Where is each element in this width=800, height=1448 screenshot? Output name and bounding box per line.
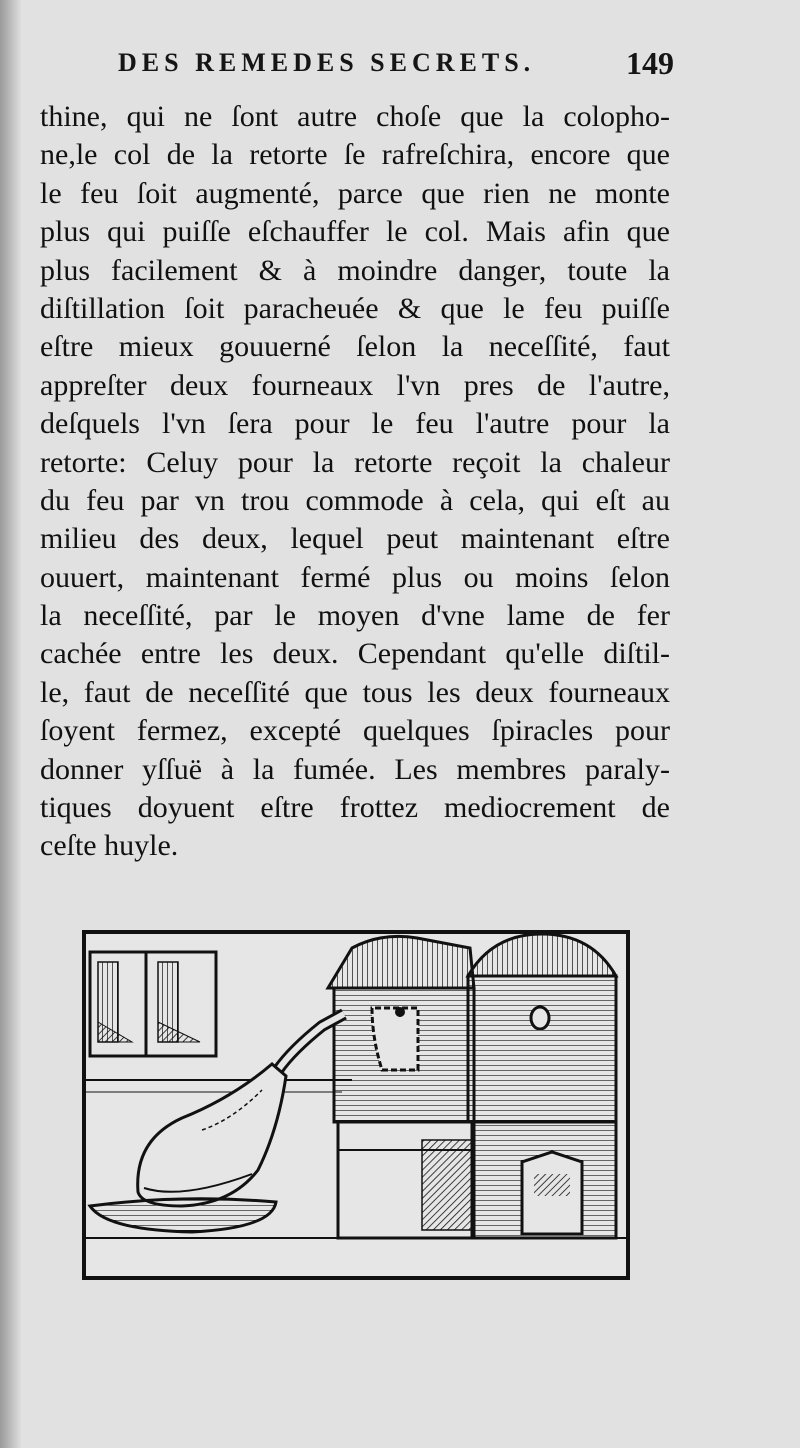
text-line: cachée entre les deux. Cependant qu'elle diſtil-	[40, 637, 670, 671]
text-line: diſtillation ſoit paracheuée & que le feu puiſſe	[40, 291, 670, 325]
body-text	[40, 98, 670, 866]
text-line: plus qui puiſſe eſchauffer le col. Mais afin que	[40, 215, 670, 249]
text-line: ouuert, maintenant fermé plus ou moins ſelon	[40, 560, 670, 594]
page-header	[100, 45, 680, 88]
woodcut-illustration	[82, 930, 630, 1280]
text-line: donner yſſuë à la fumée. Les membres paraly-	[40, 752, 670, 786]
text-line: ne,le col de la retorte ſe rafreſchira, encore que	[40, 138, 670, 172]
window	[90, 952, 216, 1056]
text-line: eſtre mieux gouuerné ſelon la neceſſité, faut	[40, 330, 670, 364]
text-line: retorte: Celuy pour la retorte reçoit la chaleur	[40, 445, 670, 479]
text-line: la neceſſité, par le moyen d'vne lame de fer	[40, 599, 670, 633]
left-furnace	[328, 936, 474, 1238]
text-line: milieu des deux, lequel peut maintenant eſtre	[40, 522, 670, 556]
page-number: 149	[626, 45, 674, 81]
text-line: ſoyent fermez, excepté quelques ſpiracles pour	[40, 714, 670, 748]
text-line: appreſter deux fourneaux l'vn pres de l'autre,	[40, 368, 670, 402]
text-line: le, faut de neceſſité que tous les deux fourneaux	[40, 675, 670, 709]
text-line: thine, qui ne ſont autre choſe que la colopho-	[40, 100, 670, 133]
text-line: du feu par vn trou commode à cela, qui eſt au	[40, 483, 670, 517]
page-gutter-shadow	[0, 0, 22, 1448]
text-line: ceſte huyle.	[40, 829, 179, 863]
text-line: tiques doyuent eſtre frottez mediocrement de	[40, 791, 670, 825]
text-line: le feu ſoit augmenté, parce que rien ne monte	[40, 176, 670, 210]
running-head: DES REMEDES SECRETS.	[118, 48, 536, 77]
text-line: deſquels l'vn ſera pour le feu l'autre pour la	[40, 407, 670, 441]
bleed-through-text	[30, 1278, 670, 1368]
right-furnace	[468, 934, 616, 1238]
text-line: plus facilement & à moindre danger, toute la	[40, 253, 670, 287]
